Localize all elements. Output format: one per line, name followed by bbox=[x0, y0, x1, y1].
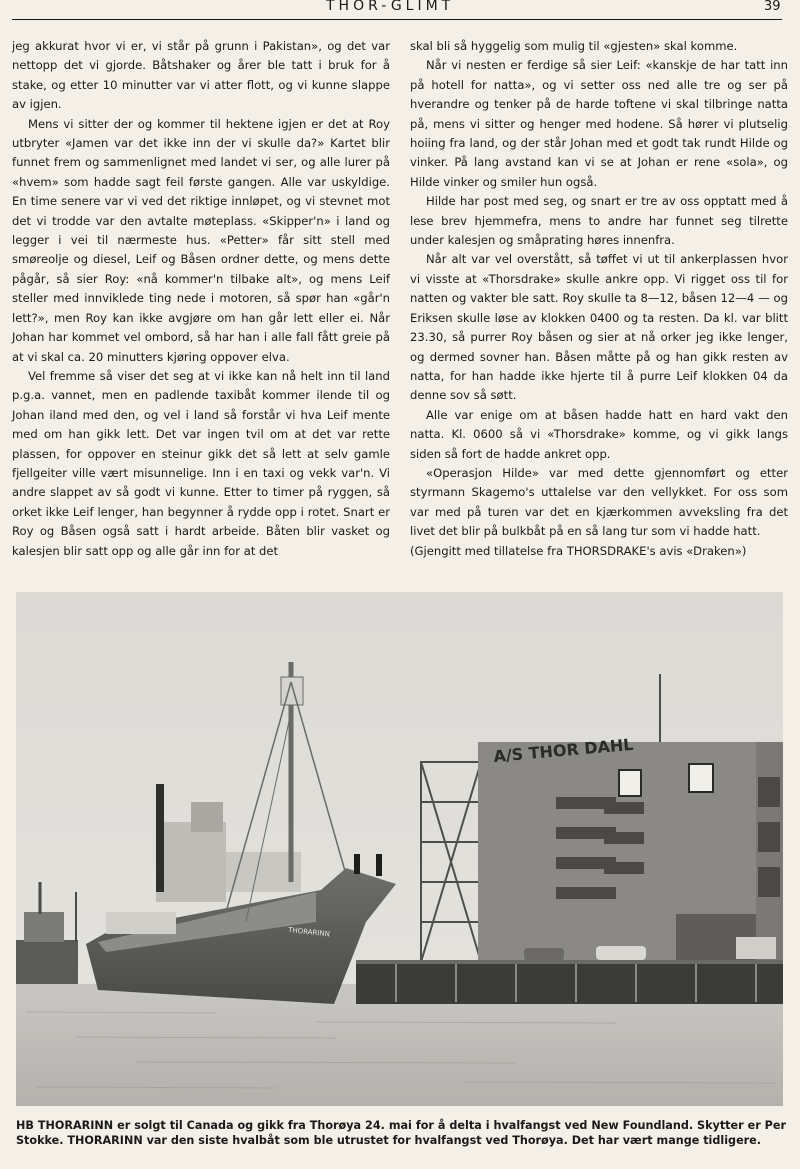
left-column bbox=[12, 37, 390, 561]
right-paragraph-4: Når alt var vel overstått, så tøffet vi ut til ankerplassen hvor vi visste at «Thorsdrake» skulle ankre opp. Vi rigget oss til for natten og vakter ble satt. Roy skulle ta 8—12, båsen 12—4 — og Eriksen skulle løse av klokken 0400 og ta resten. Da kl. var blitt 23.30, så purrer Roy båsen og sier at nå orker jeg ikke lenger, og dermed sovner han. Båsen måtte på og han gikk resten av natta, for han hadde ikke hjerte til å purre Leif klokken 04 da denne sov så søtt. bbox=[410, 252, 788, 403]
right-paragraph-5: Alle var enige om at båsen hadde hatt en hard vakt den natta. Kl. 0600 så vi «Thorsdrake» komme, og vi gikk langs siden så fort de hadde ankret opp. bbox=[410, 407, 788, 461]
right-paragraph-1: skal bli så hyggelig som mulig til «gjesten» skal komme. bbox=[410, 39, 738, 53]
page-number: 39 bbox=[764, 0, 781, 14]
page-header bbox=[0, 0, 800, 20]
left-paragraph-1: jeg akkurat hvor vi er, vi står på grunn i Pakistan», og det var nettopp det vi gjorde. Båtshaker og årer ble tatt i bruk for å stake, og etter 10 minutter var vi atter flott, og vi kunne slappe av igjen. bbox=[12, 39, 390, 112]
reprint-credit: (Gjengitt med tillatelse fra THORSDRAKE's avis «Draken») bbox=[410, 543, 747, 558]
magazine-title: THOR-GLIMT bbox=[326, 0, 455, 14]
harbor-photo bbox=[16, 592, 783, 1106]
right-paragraph-3: Hilde har post med seg, og snart er tre av oss opptatt med å lese brev hjemmefra, mens to andre har funnet seg tilrette under kalesjen og småprating høres innenfra. bbox=[410, 194, 788, 248]
right-column bbox=[410, 37, 788, 561]
left-paragraph-3: Vel fremme så viser det seg at vi ikke kan nå helt inn til land p.g.a. vannet, men en padlende taxibåt kommer ilende til og Johan iland med den, og vel i land så forstår vi hva Leif mente med om han gikk lett. Det var ingen tvil om at det var rette plassen, for oppover en steinur gikk det så lett at selv gamle fjellgeiter ville vært misunnelige. Inn i en taxi og vekk var'n. Vi andre slappet av så godt vi kunne. Etter to timer på ryggen, så orket ikke Leif lenger, han begynner å rydde opp i rotet. Snart er Roy og Båsen også satt i hardt arbeide. Båten blir vasket og kalesjen blir satt opp og alle går inn for at det bbox=[12, 368, 390, 558]
right-paragraph-2: Når vi nesten er ferdige så sier Leif: «kanskje de har tatt inn på hotell for natta», og vi setter oss ned alle tre og ser på hverandre og tenker på de harde toftene vi skal tilbringe natta på, mens vi sitter og henger med hodene. Så hører vi plutselig hoiing fra land, og der står Johan med et godt tak rundt Hilde og vinker. På lang avstand kan vi se at Johan er rene «sola», og Hilde vinker og smiler hun også. bbox=[410, 58, 788, 189]
left-paragraph-2: Mens vi sitter der og kommer til hektene igjen er det at Roy utbryter «Jamen var det ikke inn der vi skulle da?» Kartet blir funnet frem og sammenlignet med landet vi ser, og alle lurer på «hvem» som hadde sagt feil første gangen. Alle var uskyldige. En time senere var vi ved det riktige innløpet, og vi stevnet mot det vi trodde var den avtalte møteplass. «Skipper'n» i land og legger i vei til nærmeste hus. «Petter» får sitt stell med smøreolje og diesel, Leif og Båsen ordner dette, og mens dette pågår, så sier Roy: «nå kommer'n tilbake alt», og mens Leif steller med innviklede ting nede i motoren, så spør han «går'n lett?», men Roy kan ikke avgjøre om han går lett eller ei. Når Johan har kommet vel ombord, så har han i alle fall fått greie på at vi skal ca. 20 minutters kjøring oppover elva. bbox=[12, 116, 390, 364]
photo-caption: HB THORARINN er solgt til Canada og gikk fra Thorøya 24. mai for å delta i hvalfangst ved New Foundland. Skytter er Per Stokke. THORARINN var den siste hvalbåt som ble utrustet for hvalfangst ved Thorøya. Det har vært mange tidligere. bbox=[16, 1119, 786, 1147]
building-sign: A/S THOR DAHL bbox=[492, 734, 635, 766]
hull-name: THORARINN bbox=[287, 926, 331, 939]
right-paragraph-6: «Operasjon Hilde» var med dette gjennomført og etter styrmann Skagemo's uttalelse var den vellykket. For oss som var med på turen var det en kjærkommen avveksling fra det livet det blir på bulkbåt på en så lang tur som vi hadde hatt. bbox=[410, 465, 788, 539]
header-rule bbox=[12, 19, 782, 20]
